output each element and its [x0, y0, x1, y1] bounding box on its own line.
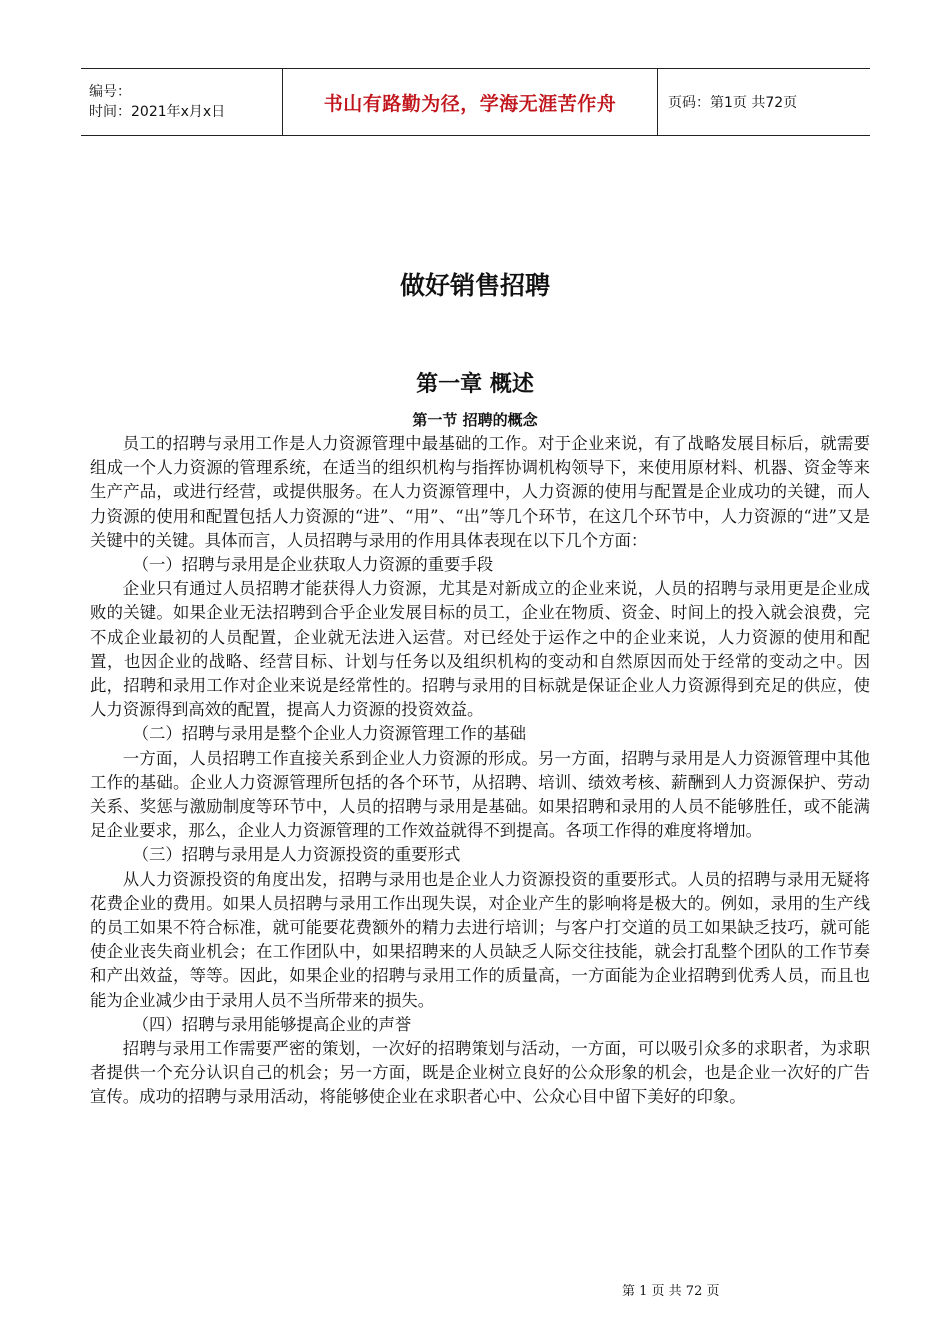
doc-time-label: 时间：2021年x月x日 [89, 104, 226, 120]
body-text [90, 432, 870, 1110]
paragraph-1: 企业只有通过人员招聘才能获得人力资源，尤其是对新成立的企业来说，人员的招聘与录用更是企业成败的关键。如果企业无法招聘到合乎企业发展目标的员工，企业在物质、资金、时间上的投入就会浪费，完不成企业最初的人员配置，企业就无法进入运营。对已经处于运作之中的企业来说，人力资源的使用和配置，也因企业的战略、经营目标、计划与任务以及组织机构的变动和自然原因而处于经常的变动之中。因此，招聘和录用工作对企业来说是经常性的。招聘与录用的目标就是保证企业人力资源得到充足的供应，使人力资源得到高效的配置，提高人力资源的投资效益。 [90, 579, 870, 720]
subheading-2: （二）招聘与录用是整个企业人力资源管理工作的基础 [132, 724, 526, 744]
section-title: 第一节 招聘的概念 [412, 411, 538, 429]
document-title: 做好销售招聘 [399, 271, 550, 300]
chapter-title: 第一章 概述 [416, 372, 534, 397]
subheading-4: （四）招聘与录用能够提高企业的声誉 [132, 1014, 412, 1034]
paragraph-2: 一方面，人员招聘工作直接关系到企业人力资源的形成。另一方面，招聘与录用是人力资源管理中其他工作的基础。企业人力资源管理所包括的各个环节，从招聘、培训、绩效考核、薪酬到人力资源保护、劳动关系、奖惩与激励制度等环节中，人员的招聘与录用是基础。如果招聘和录用的人员不能够胜任，或不能满足企业要求，那么，企业人力资源管理的工作效益就得不到提高。各项工作得的难度将增加。 [90, 748, 870, 841]
page-header [81, 68, 870, 136]
header-motto-cell [282, 69, 658, 135]
header-page-info: 页码：第1页 共72页 [668, 95, 798, 111]
header-motto: 书山有路勤为径，学海无涯苦作舟 [323, 92, 617, 115]
paragraph-intro: 员工的招聘与录用工作是人力资源管理中最基础的工作。对于企业来说，有了战略发展目标后，就需要组成一个人力资源的管理系统，在适当的组织机构与指挥协调机构领导下，来使用原材料、机器、资金等来生产产品，或进行经营，或提供服务。在人力资源管理中，人力资源的使用与配置是企业成功的关键，而人力资源的使用和配置包括人力资源的“进”、“用”、“出”等几个环节，在这几个环节中，人力资源的“进”又是关键中的关键。具体而言，人员招聘与录用的作用具体表现在以下几个方面： [90, 434, 870, 550]
subheading-3: （三）招聘与录用是人力资源投资的重要形式 [132, 845, 461, 865]
doc-number-label: 编号： [89, 84, 131, 100]
paragraph-4: 招聘与录用工作需要严密的策划，一次好的招聘策划与活动，一方面，可以吸引众多的求职者，为求职者提供一个充分认识自己的机会；另一方面，既是企业树立良好的公众形象的机会，也是企业一次好的广告宣传。成功的招聘与录用活动，将能够使企业在求职者心中、公众心目中留下美好的印象。 [90, 1039, 870, 1107]
paragraph-3: 从人力资源投资的角度出发，招聘与录用也是企业人力资源投资的重要形式。人员的招聘与录用无疑将花费企业的费用。如果人员招聘与录用工作出现失误，对企业产生的影响将是极大的。例如，录用的生产线的员工如果不符合标准，就可能要花费额外的精力去进行培训；与客户打交道的员工如果缺乏技巧，就可能使企业丧失商业机会；在工作团队中，如果招聘来的人员缺乏人际交往技能，就会打乱整个团队的工作节奏和产出效益，等等。因此，如果企业的招聘与录用工作的质量高，一方面能为企业招聘到优秀人员，而且也能为企业减少由于录用人员不当所带来的损失。 [90, 869, 870, 1010]
footer-page-number: 第 1 页 共 72 页 [622, 1284, 720, 1299]
header-left [81, 69, 282, 135]
subheading-1: （一）招聘与录用是企业获取人力资源的重要手段 [132, 555, 494, 575]
